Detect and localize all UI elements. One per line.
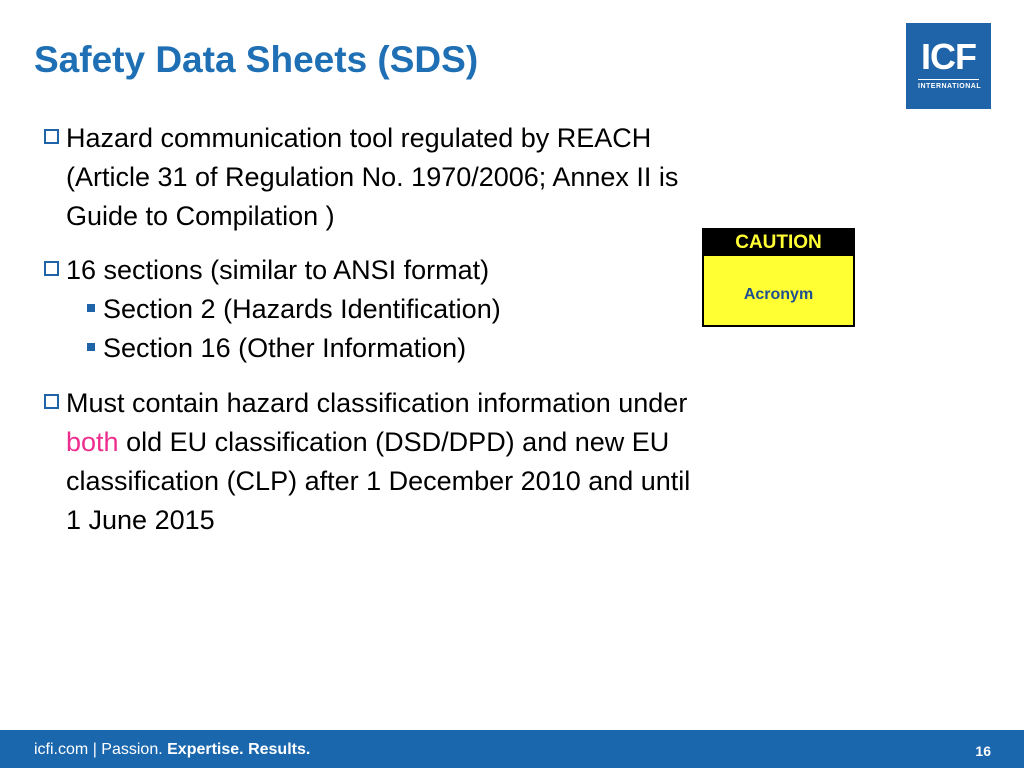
- caution-header: CAUTION: [704, 230, 853, 256]
- bullet-item-classification: [44, 384, 884, 540]
- checkbox-bullet-icon: [44, 261, 59, 276]
- bullet-list: [44, 119, 884, 540]
- slide-title: Safety Data Sheets (SDS): [34, 39, 479, 80]
- footer-tag-expertise: Expertise.: [167, 741, 244, 758]
- footer-site-link[interactable]: icfi.com: [34, 741, 89, 758]
- page-number: 16: [975, 743, 991, 759]
- bullet-line: Must contain hazard classification information under: [66, 388, 688, 418]
- footer-tag-results: Results.: [248, 741, 311, 758]
- footer-tagline: [34, 741, 310, 759]
- footer-tag-passion: Passion.: [101, 741, 163, 758]
- checkbox-bullet-icon: [44, 394, 59, 409]
- square-bullet-icon: [87, 343, 95, 351]
- bullet-line: (Article 31 of Regulation No. 1970/2006; Annex II is: [66, 162, 679, 192]
- footer-separator: |: [92, 741, 97, 758]
- bullet-line-rest: old EU classification (DSD/DPD) and new EU: [126, 427, 670, 457]
- caution-sign: [702, 228, 855, 327]
- bullet-line: [66, 423, 884, 462]
- footer-bar: [0, 730, 1024, 768]
- checkbox-bullet-icon: [44, 129, 59, 144]
- bullet-line: Guide to Compilation ): [66, 201, 335, 231]
- sub-item-section-16: [44, 329, 884, 368]
- sub-item-text: Section 2 (Hazards Identification): [103, 294, 501, 324]
- bullet-line: 1 June 2015: [66, 505, 215, 535]
- bullet-line: classification (CLP) after 1 December 2010 and until: [66, 466, 691, 496]
- icf-logo: [906, 23, 991, 109]
- highlight-word: both: [66, 427, 119, 457]
- bullet-line: 16 sections (similar to ANSI format): [66, 255, 490, 285]
- logo-word: ICF: [921, 36, 976, 77]
- square-bullet-icon: [87, 304, 95, 312]
- bullet-line: Hazard communication tool regulated by REACH: [66, 123, 652, 153]
- bullet-item-reach: [44, 119, 884, 236]
- logo-subtitle: INTERNATIONAL: [918, 79, 979, 91]
- caution-body: Acronym: [743, 286, 814, 303]
- sub-item-text: Section 16 (Other Information): [103, 333, 467, 363]
